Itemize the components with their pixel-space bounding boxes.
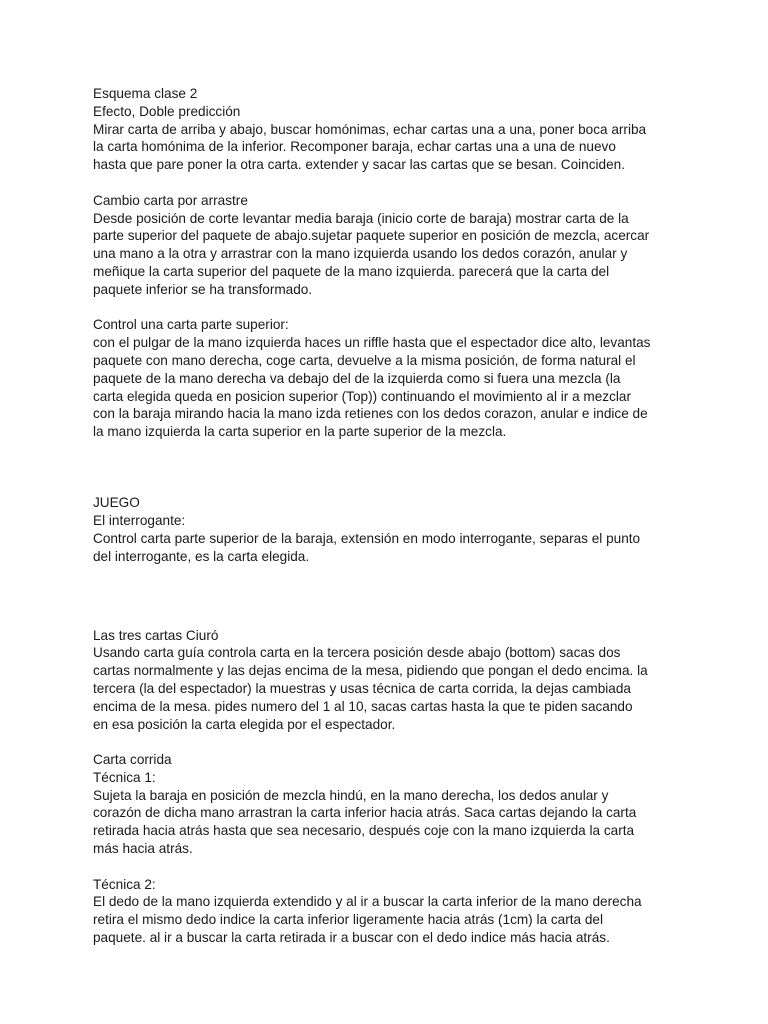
paragraph-line: una mano a la otra y arrastrar con la mano izquierda usando los dedos corazón, anular y	[93, 246, 628, 262]
spacer	[93, 174, 693, 192]
paragraph-line: paquete inferior se ha transformado.	[93, 281, 313, 297]
paragraph-line: del interrogante, es la carta elegida.	[93, 548, 310, 564]
paragraph-line: con el pulgar de la mano izquierda haces un riffle hasta que el espectador dice alto, levantas	[93, 335, 651, 351]
paragraph-line: paquete. al ir a buscar la carta retirada ir a buscar con el dedo indice más hacia atrás.	[93, 930, 610, 946]
document-page	[93, 85, 693, 947]
paragraph-line: Desde posición de corte levantar media baraja (inicio corte de baraja) mostrar carta de la	[93, 210, 629, 226]
section-carta-corrida	[93, 751, 693, 858]
subsection-heading: El interrogante:	[93, 513, 186, 529]
section-tecnica-2	[93, 876, 693, 947]
paragraph-line: encima de la mesa. pides numero del 1 al 10, sacas cartas hasta la que te piden sacando	[93, 698, 633, 714]
paragraph-line: más hacia atrás.	[93, 841, 193, 857]
paragraph-line: El dedo de la mano izquierda extendido y al ir a buscar la carta inferior de la mano derecha	[93, 894, 642, 910]
paragraph-line: paquete de la mano derecha va debajo del de la izquierda como si fuera una mezcla (la	[93, 370, 621, 386]
spacer	[93, 858, 693, 876]
subsection-heading: Técnica 1:	[93, 769, 156, 785]
paragraph-line: carta elegida queda en posicion superior (Top)) continuando el movimiento al ir a mezclar	[93, 388, 631, 404]
spacer	[93, 299, 693, 317]
paragraph-line: Sujeta la baraja en posición de mezcla hindú, en la mano derecha, los dedos anular y	[93, 787, 609, 803]
paragraph-line: hasta que pare poner la otra carta. extender y sacar las cartas que se besan. Coinciden.	[93, 157, 625, 173]
paragraph-line: Control carta parte superior de la baraja, extensión en modo interrogante, separas el punto	[93, 530, 641, 546]
paragraph-line: la carta homónima de la inferior. Recomponer baraja, echar cartas una a una de nuevo	[93, 139, 616, 155]
spacer	[93, 441, 693, 494]
paragraph-line: tercera (la del espectador) la muestras y usas técnica de carta corrida, la dejas cambiada	[93, 680, 631, 696]
section-heading: Efecto, Doble predicción	[93, 103, 241, 119]
section-juego	[93, 494, 693, 565]
section-heading: Cambio carta por arrastre	[93, 192, 248, 208]
paragraph-line: parte superior del paquete de abajo.sujetar paquete superior en posición de mezcla, acercar	[93, 228, 650, 244]
section-control-carta	[93, 316, 693, 441]
paragraph-line: meñique la carta superior del paquete de la mano izquierda. parecerá que la carta del	[93, 263, 610, 279]
paragraph-line: Usando carta guía controla carta en la tercera posición desde abajo (bottom) sacas dos	[93, 645, 621, 661]
paragraph-line: corazón de dicha mano arrastran la carta inferior hacia atrás. Saca cartas dejando la carta	[93, 805, 637, 821]
paragraph-line: la mano izquierda la carta superior en la parte superior de la mezcla.	[93, 424, 507, 440]
section-cambio-carta	[93, 192, 693, 299]
section-heading: Carta corrida	[93, 752, 172, 768]
spacer	[93, 566, 693, 627]
subsection-heading: Técnica 2:	[93, 876, 156, 892]
section-heading: Control una carta parte superior:	[93, 317, 289, 333]
paragraph-line: paquete con mano derecha, coge carta, devuelve a la misma posición, de forma natural el	[93, 352, 636, 368]
document-title: Esquema clase 2	[93, 86, 198, 101]
section-efecto	[93, 103, 693, 174]
paragraph-line: Mirar carta de arriba y abajo, buscar homónimas, echar cartas una a una, poner boca arriba	[93, 121, 647, 137]
section-tres-cartas	[93, 627, 693, 734]
paragraph-line: retira el mismo dedo indice la carta inferior ligeramente hacia atrás (1cm) la carta del	[93, 912, 603, 928]
paragraph-line: con la baraja mirando hacia la mano izda retienes con los dedos corazon, anular e indice de	[93, 406, 648, 422]
spacer	[93, 733, 693, 751]
paragraph-line: retirada hacia atrás hasta que sea necesario, después coje con la mano izquierda la carta	[93, 823, 635, 839]
section-heading: Las tres cartas Ciuró	[93, 627, 219, 643]
section-heading: JUEGO	[93, 495, 140, 511]
paragraph-line: en esa posición la carta elegida por el espectador.	[93, 716, 396, 732]
paragraph-line: cartas normalmente y las dejas encima de la mesa, pidiendo que pongan el dedo encima. la	[93, 663, 648, 679]
